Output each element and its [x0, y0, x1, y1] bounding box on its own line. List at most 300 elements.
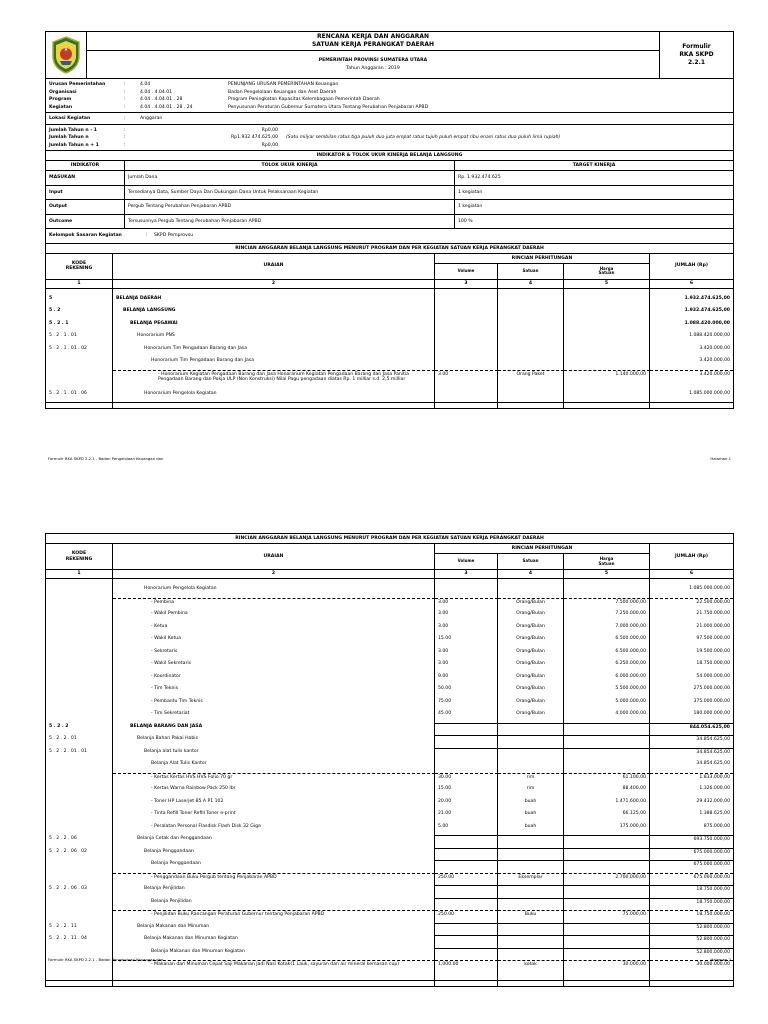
info-block	[46, 79, 733, 113]
row-volume: 30.00	[435, 773, 498, 786]
row-jumlah: 1.388.625,00	[699, 811, 730, 816]
row-harga: 6.500.000,00	[564, 635, 650, 648]
table-row	[46, 823, 733, 836]
row-uraian: - Penggandaan Buku Pergub tentang Penjabaran APBD	[113, 873, 435, 886]
row-harga	[564, 923, 650, 936]
row-kode	[46, 898, 113, 911]
row-volume: 1,000.00	[435, 960, 498, 980]
amount-value: Rp1.932.474.625,00	[230, 135, 278, 140]
row-volume: 3.00	[435, 370, 498, 390]
indikator-tolok: Tersedianya Data, Sumber Daya Dan Dukungan Dana Untuk Pelaksanaan Kegiatan	[125, 186, 455, 200]
row-satuan: Orang/Bulan	[498, 698, 564, 711]
col-rincian: RINCIAN PERHITUNGAN	[435, 544, 649, 554]
row-harga	[564, 735, 650, 748]
col-rincian-sub	[435, 554, 649, 569]
row-kode	[46, 798, 113, 811]
row-kode	[46, 598, 113, 611]
row-harga	[564, 390, 650, 403]
info-line	[46, 96, 733, 104]
row-uraian: Honorarium PNS	[113, 332, 435, 345]
indikator-name: Input	[46, 186, 125, 200]
row-kode	[46, 823, 113, 836]
row-uraian: - Kertas Warna Rainbow Pack 250 lbr	[113, 785, 435, 798]
table-row	[46, 648, 733, 661]
col-number: 5	[564, 570, 650, 578]
row-satuan	[498, 885, 564, 898]
rincian-header-1	[46, 244, 733, 289]
row-volume: 3.00	[435, 598, 498, 611]
spacer-cell	[113, 981, 435, 986]
table-row	[46, 710, 733, 723]
rincian-title: RINCIAN ANGGARAN BELANJA LANGSUNG MENURUT PROGRAM DAN PER KEGIATAN SATUAN KERJA PERANGKAT DAERAH	[46, 534, 733, 544]
row-jumlah: 693.750.000,00	[650, 835, 733, 848]
row-satuan	[498, 760, 564, 773]
row-harga: 7.250.000,00	[564, 610, 650, 623]
table-row	[46, 810, 733, 823]
spacer-cell	[435, 981, 498, 986]
row-jumlah: 3.420.000,00	[650, 370, 733, 390]
row-harga	[564, 748, 650, 761]
spacer-cell	[498, 403, 564, 408]
row-uraian: Belanja Penjilidan	[113, 885, 435, 898]
info-code: 4.04	[140, 82, 151, 87]
row-satuan: rim	[498, 773, 564, 786]
row-harga: 1.471.600,00	[564, 798, 650, 811]
row-harga: 6.250.000,00	[564, 660, 650, 673]
row-volume	[435, 345, 498, 358]
row-satuan	[498, 585, 564, 598]
amount-label: Jumlah Tahun n - 1	[49, 127, 97, 133]
indikator-row	[46, 186, 733, 201]
indikator-name: MASUKAN	[46, 171, 125, 185]
row-harga	[564, 307, 650, 320]
title-line-2: SATUAN KERJA PERANGKAT DAERAH	[311, 41, 435, 48]
table-row	[46, 835, 733, 848]
info-desc: Penyusunan Peraturan Gubernur Sumatera Utara Tentang Perubahan Penjabaran APBD	[228, 104, 429, 110]
row-jumlah: 275.000.000,00	[693, 686, 730, 691]
indikator-target: 1 kegiatan	[458, 189, 483, 195]
col-number: 6	[689, 571, 694, 576]
row-satuan: Orang/Bulan	[498, 648, 564, 661]
row-uraian: Belanja Penggandaan	[113, 848, 435, 861]
row-uraian: - Tim Teknis	[113, 685, 435, 698]
row-uraian: Belanja Makanan dan Minuman Kegiatan	[113, 935, 435, 948]
row-volume	[435, 585, 498, 598]
row-volume	[435, 357, 498, 370]
col-number: 5	[564, 280, 650, 288]
row-kode: 5 . 2 . 2 . 11 . 04	[46, 935, 113, 948]
info-colon: :	[124, 82, 126, 87]
row-jumlah: 3.420.000,00	[699, 345, 730, 351]
row-kode	[46, 773, 113, 786]
row-harga	[564, 848, 650, 861]
row-uraian: Honorarium Tim Pengadaan Barang dan Jasa	[113, 345, 435, 358]
row-harga: 88.400,00	[564, 785, 650, 798]
row-volume	[435, 332, 498, 345]
row-harga: 30.000,00	[564, 960, 650, 980]
row-volume	[435, 295, 498, 308]
fiscal-year: Tahun Anggaran : 2019	[346, 65, 400, 71]
row-volume: 50.00	[435, 685, 498, 698]
indikator-header	[46, 161, 733, 171]
row-harga: 75.000,00	[564, 910, 650, 923]
form-line-3: 2.2.1	[687, 59, 706, 67]
row-uraian: - Kertas Kertas HVS HVS Folio 70 gr	[113, 773, 435, 786]
amount-label: Jumlah Tahun n + 1	[49, 142, 99, 148]
row-kode: 5 . 2 . 2 . 01	[46, 735, 113, 748]
indikator-tolok: Pergub Tentang Perubahan Penjabaran APBD	[125, 200, 455, 214]
info-label: Program	[49, 97, 72, 102]
row-jumlah: 1.085.000.000,00	[689, 390, 730, 396]
row-satuan	[498, 748, 564, 761]
row-uraian: Belanja Bahan Pakai Habis	[113, 735, 435, 748]
page-1	[45, 31, 734, 464]
row-uraian: - Ketua	[113, 623, 435, 636]
row-satuan: Orang/Bulan	[498, 635, 564, 648]
table-row	[46, 320, 733, 333]
row-uraian: - Sekretaris	[113, 648, 435, 661]
row-satuan	[498, 320, 564, 333]
info-label: Organisasi	[49, 89, 77, 95]
row-harga	[564, 885, 650, 898]
table-row	[46, 935, 733, 948]
row-uraian: - Koordinator	[113, 673, 435, 686]
table-row	[46, 390, 733, 403]
row-jumlah: 875.000,00	[703, 823, 730, 829]
sasaran-value: SKPD Pemprovsu	[154, 233, 194, 238]
row-satuan	[498, 735, 564, 748]
row-satuan: Eksemplar	[498, 873, 564, 886]
info-code: 4.04 . 4.04.01	[140, 89, 173, 95]
row-jumlah: 34.854.625,00	[650, 748, 733, 761]
row-kode	[46, 660, 113, 673]
row-uraian: Belanja Alat Tulis Kantor	[113, 760, 435, 773]
row-uraian: Belanja Cetak dan Penggandaan	[113, 835, 435, 848]
row-jumlah: 1.088.420.000,00	[689, 333, 730, 338]
sasaran-label: Kelompok Sasaran Kegiatan	[49, 233, 122, 238]
table-row	[46, 660, 733, 673]
indikator-tolok: Tersusunnya Pergub Tentang Perubahan Penjabaran APBD	[125, 215, 455, 229]
title-line-1: RENCANA KERJA DAN ANGGARAN	[316, 33, 430, 41]
row-uraian: BELANJA DAERAH	[113, 295, 435, 308]
row-jumlah: 1.932.474.625,00	[684, 295, 730, 301]
info-colon: :	[124, 97, 126, 102]
table-row	[46, 598, 733, 611]
row-harga	[564, 835, 650, 848]
row-kode: 5 . 2 . 2 . 11	[46, 923, 113, 936]
amount-line	[46, 142, 733, 150]
col-volume: Volume	[435, 554, 498, 569]
row-volume	[435, 898, 498, 911]
table-row	[46, 898, 733, 911]
row-harga: 7.500.000,00	[564, 598, 650, 611]
row-satuan	[498, 723, 564, 736]
row-kode	[46, 357, 113, 370]
table-row	[46, 635, 733, 648]
row-uraian: - Wakil Pembina	[113, 610, 435, 623]
col-number: 4	[498, 570, 564, 578]
indikator-target: 100 %	[458, 218, 473, 224]
row-jumlah: 34.854.625,00	[650, 735, 733, 748]
amount-value: Rp0,00	[261, 127, 278, 133]
row-harga: 5.000.000,00	[564, 698, 650, 711]
row-volume	[435, 860, 498, 873]
row-satuan	[498, 835, 564, 848]
row-kode	[46, 860, 113, 873]
table-row	[46, 798, 733, 811]
row-kode: 5	[46, 295, 113, 308]
row-volume: 21.00	[435, 810, 498, 823]
row-kode: 5 . 2 . 1 . 01	[46, 332, 113, 345]
row-harga: 6.500.000,00	[564, 648, 650, 661]
indikator-name: Outcome	[46, 215, 125, 229]
row-volume: 75.00	[435, 698, 498, 711]
row-kode	[46, 648, 113, 661]
spacer-cell	[46, 403, 113, 408]
row-uraian: - Tinta Refill Toner Refill Toner e-print	[113, 810, 435, 823]
indikator-name: Output	[46, 200, 125, 214]
info-label: Kegiatan	[49, 104, 73, 110]
rincian-header-2	[46, 534, 733, 579]
row-satuan: rim	[498, 785, 564, 798]
row-kode	[46, 810, 113, 823]
row-satuan	[498, 935, 564, 948]
page-1-frame	[45, 31, 734, 409]
row-harga	[564, 935, 650, 948]
row-jumlah: 675.000.000,00	[650, 873, 733, 886]
col-number: 2	[113, 570, 435, 578]
info-code: 4.04 . 4.04.01 . 28	[140, 97, 183, 102]
amount-line	[46, 134, 733, 142]
row-jumlah: 18.750.000,00	[650, 910, 733, 923]
row-satuan: buah	[498, 810, 564, 823]
row-kode	[46, 673, 113, 686]
lokasi-label: Lokasi Kegiatan	[49, 116, 91, 121]
indikator-h-3: TARGET KINERJA	[572, 162, 616, 168]
indikator-h-1: INDIKATOR	[46, 161, 125, 170]
row-uraian: Honorarium Pengelola Kegiatan	[113, 585, 435, 598]
spacer-cell	[650, 981, 733, 986]
row-uraian: - Wakil Ketua	[113, 635, 435, 648]
row-volume	[435, 835, 498, 848]
info-line	[46, 89, 733, 97]
sumut-emblem-icon	[46, 32, 87, 78]
table-row	[46, 873, 733, 886]
row-uraian: Belanja Penggandaan	[113, 860, 435, 873]
row-satuan: Orang/Bulan	[498, 673, 564, 686]
row-kode: 5 . 2 . 1	[46, 320, 113, 333]
rincian-col-headers	[46, 254, 733, 280]
col-rincian-group	[435, 544, 650, 569]
row-volume: 250.00	[435, 873, 498, 886]
row-jumlah: 675.000.000,00	[650, 848, 733, 861]
row-jumlah: 1.085.000.000,00	[689, 586, 730, 591]
table-row	[46, 760, 733, 773]
table-row	[46, 623, 733, 636]
row-harga	[564, 357, 650, 370]
title-main	[87, 32, 659, 51]
row-uraian: BELANJA BARANG DAN JASA	[113, 723, 435, 736]
col-number: 3	[435, 570, 498, 578]
indikator-rows	[46, 171, 733, 229]
row-uraian: - Pembantu Tim Teknis	[113, 698, 435, 711]
row-satuan	[498, 860, 564, 873]
row-satuan: buah	[498, 823, 564, 836]
row-satuan: Orang/Bulan	[498, 610, 564, 623]
row-kode	[46, 710, 113, 723]
lokasi-line	[46, 115, 733, 123]
info-colon: :	[124, 89, 126, 95]
table-row	[46, 885, 733, 898]
col-number: 1	[46, 570, 113, 578]
col-kode: KODE REKENING	[46, 544, 113, 569]
row-harga	[564, 760, 650, 773]
col-number: 4	[498, 280, 564, 288]
row-harga	[564, 723, 650, 736]
row-satuan: Orang Paket	[498, 370, 564, 390]
row-harga	[564, 345, 650, 358]
row-kode: 5 . 2 . 2 . 06 . 03	[46, 885, 113, 898]
row-volume	[435, 307, 498, 320]
table-row	[46, 295, 733, 308]
row-jumlah: 19.500.000,00	[696, 648, 730, 654]
amount-colon: :	[124, 127, 126, 133]
title-block	[87, 32, 660, 78]
table-row	[46, 685, 733, 698]
row-kode: 5 . 2 . 2 . 01 . 01	[46, 748, 113, 761]
row-kode	[46, 635, 113, 648]
row-jumlah: 375.000.000,00	[693, 698, 730, 704]
row-jumlah: 30.000.000,00	[650, 960, 733, 980]
row-harga: 2.700.000,00	[564, 873, 650, 886]
row-satuan	[498, 332, 564, 345]
table-row	[46, 773, 733, 786]
row-kode: 5 . 2 . 2 . 06 . 02	[46, 848, 113, 861]
row-uraian: - Penjilidan Buku Rancangan Peraturan Gubernur tentang Penjabaran APBD	[113, 910, 435, 923]
sasaran-block	[46, 229, 733, 244]
col-kode: KODE REKENING	[46, 254, 113, 279]
rincian-col-numbers	[46, 280, 733, 289]
amount-colon: :	[124, 142, 126, 148]
row-jumlah: 34.854.625,00	[696, 761, 730, 766]
table-row	[46, 673, 733, 686]
table-row	[46, 585, 733, 598]
row-kode: 5 . 2 . 2	[46, 723, 113, 736]
row-satuan	[498, 345, 564, 358]
spacer-cell	[564, 981, 650, 986]
indikator-row	[46, 215, 733, 230]
spacer-cell	[564, 403, 650, 408]
amount-line	[46, 127, 733, 135]
row-uraian: Belanja Makanan dan Minuman	[113, 923, 435, 936]
info-desc: PENUNJANG URUSAN PEMERINTAHAN Keuangan	[228, 82, 339, 87]
form-line-2: RKA SKPD	[679, 50, 714, 58]
row-jumlah: 52.800.000,00	[650, 923, 733, 936]
row-uraian: - Peralatan Personal Flasdisk Flash Disk 32 Giga	[113, 823, 435, 836]
row-volume	[435, 760, 498, 773]
row-volume	[435, 320, 498, 333]
row-satuan: Orang/Bulan	[498, 598, 564, 611]
row-jumlah: 21.750.000,00	[696, 611, 730, 616]
row-volume	[435, 735, 498, 748]
table-row	[46, 370, 733, 390]
row-end	[46, 402, 733, 408]
indikator-target: 1 kegiatan	[458, 204, 483, 209]
form-id	[660, 32, 733, 78]
col-uraian: URAIAN	[113, 254, 435, 279]
row-uraian: Honorarium Tim Pengadaan Barang dan Jasa	[113, 357, 435, 370]
table-row	[46, 723, 733, 736]
row-jumlah: 54.000.000,00	[696, 673, 730, 679]
row-jumlah: 21.000.000,00	[696, 623, 730, 629]
row-uraian: BELANJA PEGAWAI	[113, 320, 435, 333]
col-uraian: URAIAN	[113, 544, 435, 569]
row-harga	[564, 585, 650, 598]
table-row	[46, 848, 733, 861]
info-code: 4.04 . 4.04.01 . 28 . 24	[140, 104, 193, 110]
info-line	[46, 81, 733, 89]
lokasi-block	[46, 113, 733, 125]
row-jumlah: 52.800.000,00	[650, 948, 733, 961]
info-label: Urusan Pemerintahan	[49, 82, 106, 87]
row-volume: 15.00	[435, 785, 498, 798]
row-kode: 5 . 2	[46, 307, 113, 320]
col-jumlah: JUMLAH (Rp)	[675, 263, 708, 269]
row-jumlah: 1.932.474.625,00	[684, 308, 730, 313]
col-jumlah: JUMLAH (Rp)	[675, 553, 708, 559]
table-row	[46, 910, 733, 923]
row-jumlah: 29.432.000,00	[696, 798, 730, 804]
indikator-h-2: TOLOK UKUR KINERJA	[125, 161, 455, 170]
row-satuan: kotak	[498, 960, 564, 980]
row-harga	[564, 320, 650, 333]
info-line	[46, 104, 733, 112]
lokasi-value: Anggaran	[140, 116, 163, 121]
row-volume: 3.00	[435, 610, 498, 623]
table-row	[46, 357, 733, 370]
row-satuan	[498, 898, 564, 911]
row-harga	[564, 332, 650, 345]
col-harga: Harga Satuan	[598, 265, 615, 275]
row-kode	[46, 585, 113, 598]
row-jumlah: 18.750.000,00	[650, 898, 733, 911]
rincian-col-headers	[46, 544, 733, 570]
row-satuan	[498, 357, 564, 370]
row-volume: 250.00	[435, 910, 498, 923]
row-volume: 9.00	[435, 673, 498, 686]
row-kode	[46, 610, 113, 623]
row-uraian: - Makanan dan Minuman Cepat Saji Makanan Jadi Nasi Kotak(1 Lauk, sayuran dan air mineral kemasan cup)	[113, 960, 435, 980]
spacer-cell	[46, 981, 113, 986]
row-satuan	[498, 295, 564, 308]
row-kode: 5 . 2 . 1 . 01 . 06	[46, 390, 113, 403]
col-volume: Volume	[435, 264, 498, 279]
row-satuan	[498, 848, 564, 861]
row-harga: 6.000.000,00	[564, 673, 650, 686]
row-kode	[46, 785, 113, 798]
indikator-row	[46, 171, 733, 186]
row-jumlah: 844.054.625,00	[650, 723, 733, 736]
rincian-rows-1	[46, 289, 733, 409]
row-harga: 5.500.000,00	[564, 685, 650, 698]
row-uraian: - Pembina	[113, 598, 435, 611]
row-volume: 5.00	[435, 823, 498, 836]
row-uraian: BELANJA LANGSUNG	[113, 307, 435, 320]
row-uraian: - Honorarium Kegiatan Pengadaan Barang dan Jasa Honorarium Kegiatan Pengadaan Barang dan Jasa Panitia Pengadaan Barang dan Pokja ULP (Non Konstruksi) Nilai Pagu pengadaan diatas Rp. 1 milliar s.d. 2,5 milliar	[113, 370, 435, 390]
table-row	[46, 307, 733, 320]
spacer-cell	[113, 403, 435, 408]
row-harga: 7.000.000,00	[564, 623, 650, 636]
